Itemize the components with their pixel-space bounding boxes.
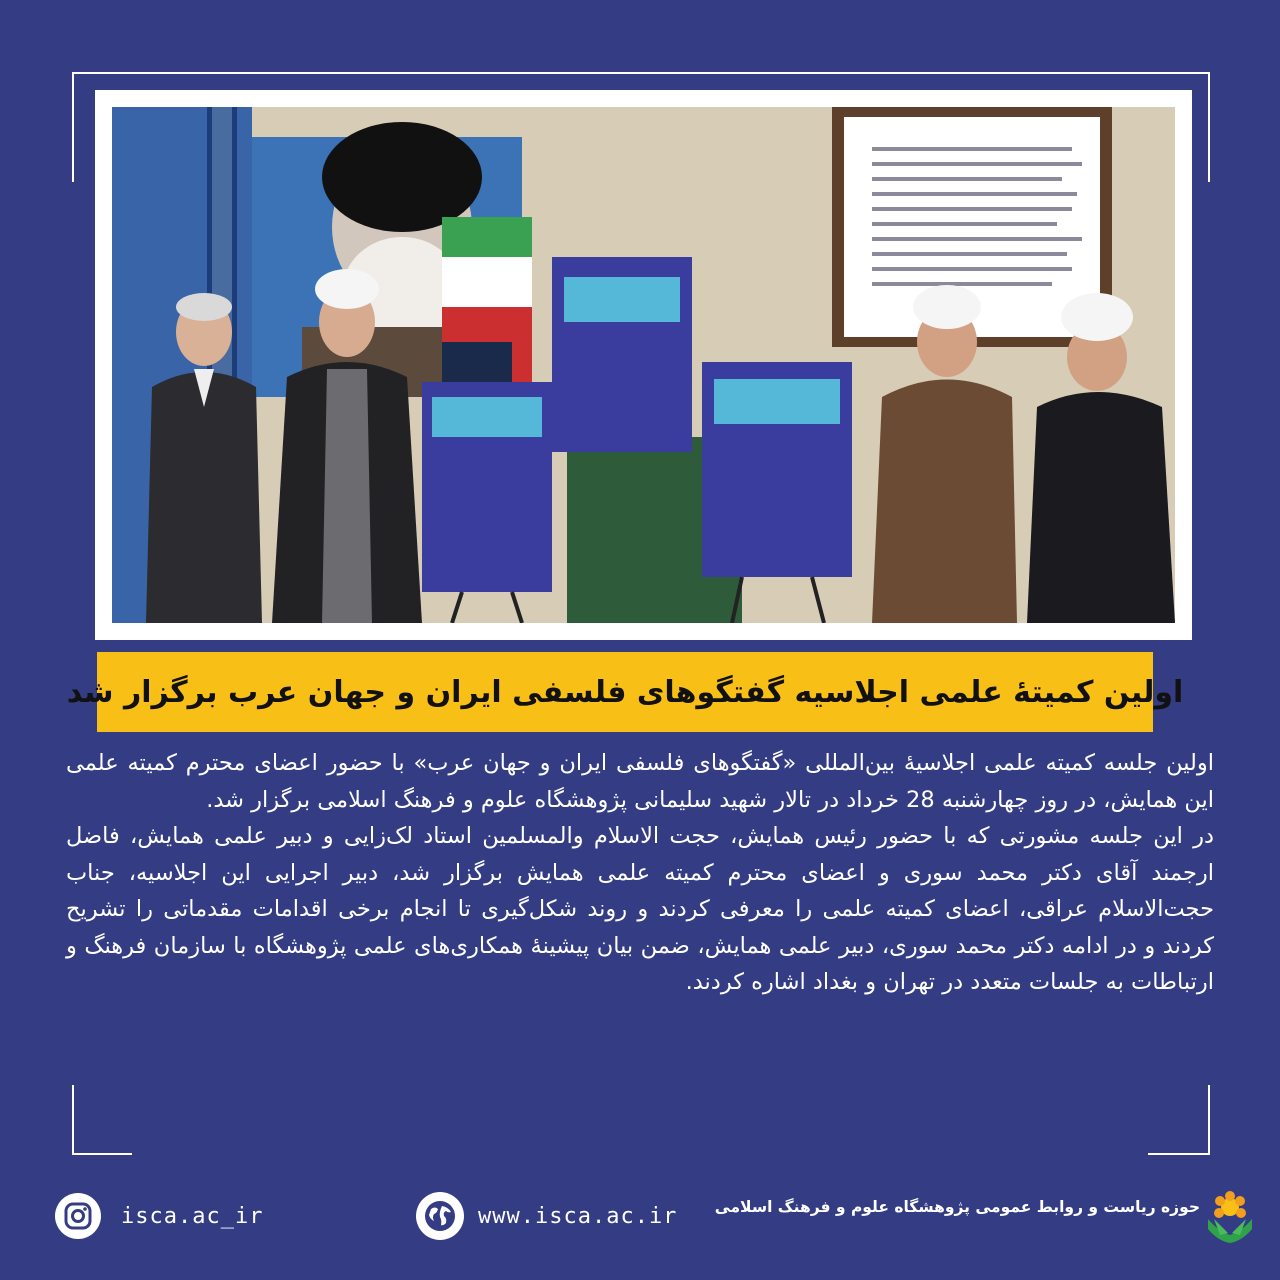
photo-frame [95,90,1192,640]
instagram-handle: isca.ac_ir [121,1203,264,1229]
globe-icon [416,1192,464,1240]
decorative-frame-corner-right [1148,1085,1210,1155]
headline-banner [66,652,1184,732]
website-link[interactable] [416,1190,677,1242]
website-url: www.isca.ac.ir [478,1203,678,1229]
instagram-icon [55,1193,101,1239]
instagram-link[interactable] [55,1190,263,1242]
isca-logo-icon [1198,1185,1262,1249]
article-body [66,745,1214,1001]
article-paragraph: اولین جلسه کمیته علمی اجلاسیهٔ بین‌المللی «گفتگوهای فلسفی ایران و جهان عرب» با حضور اعضای محترم کمیته علمی این همایش، در روز چهارشنبه 28 خرداد در تالار شهید سلیمانی پژوهشگاه علوم و فرهنگ اسلامی برگزار شد. [66,750,1214,813]
organization-name: حوزه ریاست و روابط عمومی پژوهشگاه علوم و فرهنگ اسلامی [714,1198,1200,1216]
press-photo [112,107,1175,623]
article-paragraph: در این جلسه مشورتی که با حضور رئیس همایش، حجت الاسلام والمسلمین استاد لک‌زایی و دبیر علمی همایش، فاضل ارجمند آقای دکتر محمد سوری و اعضای محترم کمیته علمی همایش برگزار شد، دبیر اجرایی این اجلاسیه، جناب حجت‌الاسلام عراقی، اعضای کمیته علمی را معرفی کردند و روند شکل‌گیری تا انجام برخی اقدامات مقدماتی را تشریح کردند و در ادامه دکتر محمد سوری، دبیر علمی همایش، ضمن بیان پیشینهٔ همکاری‌های علمی پژوهشگاه با سازمان فرهنگ و ارتباطات به جلسات متعدد در تهران و بغداد اشاره کردند. [66,823,1214,995]
decorative-frame-corner-left [72,1085,132,1155]
headline: اولین کمیتهٔ علمی اجلاسیه گفتگوهای فلسفی ایران و جهان عرب برگزار شد [66,674,1184,710]
